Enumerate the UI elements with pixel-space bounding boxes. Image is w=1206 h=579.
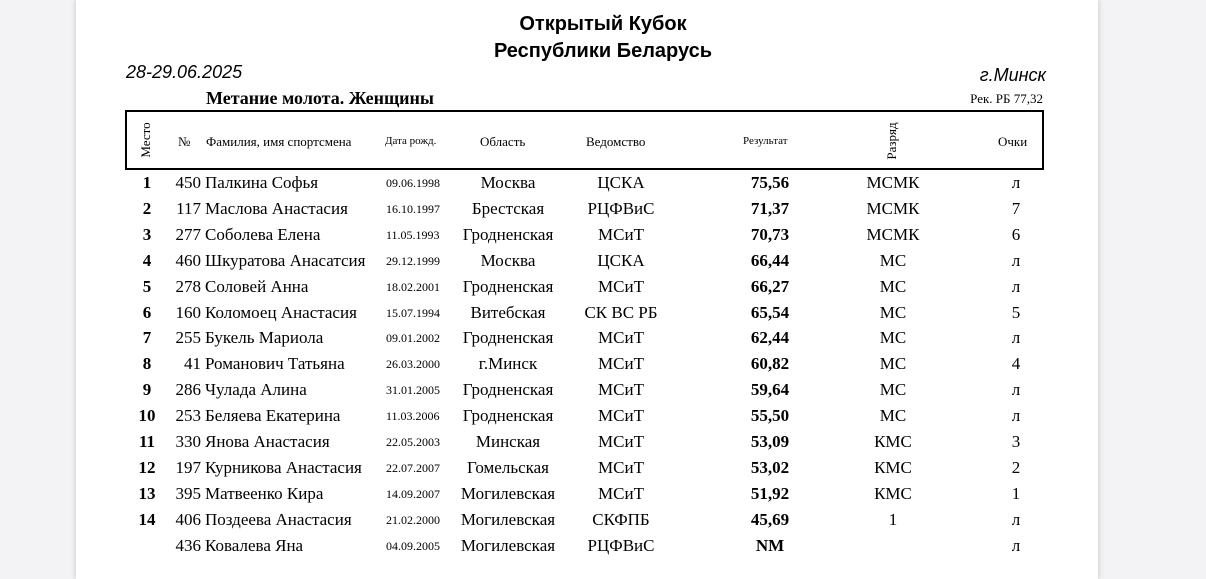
cell-result: 66,44 <box>750 251 790 270</box>
cell-dept: МСиТ <box>598 225 644 244</box>
title-line-1: Открытый Кубок <box>519 13 687 35</box>
cell-rank: МС <box>879 277 907 296</box>
cell-region: Гомельская <box>467 458 549 477</box>
col-header-dob: Дата рожд. <box>385 135 437 147</box>
cell-num: 395 <box>175 484 201 503</box>
cell-dob: 26.03.2000 <box>386 357 440 371</box>
col-header-result: Результат <box>743 135 788 147</box>
cell-num: 160 <box>175 303 201 322</box>
cell-place: 8 <box>142 354 152 373</box>
cell-result: NM <box>755 536 785 555</box>
cell-points: 1 <box>1011 484 1021 503</box>
col-header-place: Место <box>138 122 153 158</box>
cell-region: Витебская <box>470 303 546 322</box>
cell-num: 255 <box>175 328 201 347</box>
cell-points: 5 <box>1011 303 1021 322</box>
cell-dept: МСиТ <box>598 432 644 451</box>
cell-name: Беляева Екатерина <box>205 406 341 425</box>
cell-result: 59,64 <box>750 380 790 399</box>
cell-num: 450 <box>175 173 201 192</box>
cell-dept: РЦФВиС <box>587 536 655 555</box>
cell-region: Могилевская <box>460 510 556 529</box>
cell-num: 286 <box>175 380 201 399</box>
cell-num: 41 <box>184 354 201 373</box>
cell-result: 51,92 <box>750 484 790 503</box>
cell-num: 277 <box>175 225 201 244</box>
cell-name: Янова Анастасия <box>205 432 330 451</box>
cell-dept: МСиТ <box>598 380 644 399</box>
cell-result: 60,82 <box>750 354 790 373</box>
col-header-rank: Разряд <box>884 122 899 160</box>
cell-place: 9 <box>142 380 152 399</box>
cell-place: 13 <box>138 484 156 503</box>
cell-num: 197 <box>175 458 201 477</box>
cell-rank: МС <box>879 406 907 425</box>
cell-dob: 22.07.2007 <box>386 461 440 475</box>
cell-rank: КМС <box>874 484 912 503</box>
col-header-number: № <box>178 134 191 149</box>
cell-region: Гродненская <box>462 277 554 296</box>
cell-dob: 15.07.1994 <box>386 306 440 320</box>
cell-result: 55,50 <box>750 406 790 425</box>
cell-dept: МСиТ <box>598 458 644 477</box>
competition-date: 28-29.06.2025 <box>126 62 243 82</box>
cell-region: Могилевская <box>460 484 556 503</box>
cell-rank: МС <box>879 303 907 322</box>
cell-points: л <box>1011 406 1021 425</box>
cell-name: Романович Татьяна <box>205 354 345 373</box>
cell-dob: 09.01.2002 <box>386 331 440 345</box>
cell-place: 12 <box>138 458 156 477</box>
cell-region: г.Минск <box>478 354 538 373</box>
cell-dob: 09.06.1998 <box>386 176 440 190</box>
cell-name: Ковалева Яна <box>205 536 304 555</box>
col-header-region: Область <box>480 134 526 149</box>
cell-dept: МСиТ <box>598 354 644 373</box>
cell-name: Палкина Софья <box>205 173 319 192</box>
cell-rank: 1 <box>888 510 898 529</box>
cell-dob: 04.09.2005 <box>386 539 440 553</box>
cell-points: 6 <box>1011 225 1021 244</box>
cell-name: Соловей Анна <box>205 277 309 296</box>
cell-dob: 11.03.2006 <box>386 409 440 423</box>
cell-place: 7 <box>142 328 152 347</box>
cell-result: 70,73 <box>750 225 790 244</box>
cell-place: 5 <box>142 277 152 296</box>
cell-num: 278 <box>175 277 201 296</box>
cell-rank: МСМК <box>866 199 920 218</box>
cell-dob: 31.01.2005 <box>386 383 440 397</box>
cell-dept: РЦФВиС <box>587 199 655 218</box>
cell-dept: ЦСКА <box>597 251 645 270</box>
cell-dob: 11.05.1993 <box>386 228 440 242</box>
cell-place: 6 <box>142 303 152 322</box>
cell-result: 75,56 <box>750 173 790 192</box>
cell-dept: МСиТ <box>598 328 644 347</box>
cell-num: 253 <box>175 406 201 425</box>
event-title: Метание молота. Женщины <box>206 88 434 108</box>
cell-rank: КМС <box>874 432 912 451</box>
cell-name: Букель Мариола <box>205 328 324 347</box>
cell-dob: 16.10.1997 <box>386 202 440 216</box>
cell-name: Шкуратова Анасатсия <box>205 251 366 270</box>
cell-dob: 14.09.2007 <box>386 487 440 501</box>
cell-points: л <box>1011 536 1021 555</box>
cell-result: 62,44 <box>750 328 790 347</box>
cell-dob: 21.02.2000 <box>386 513 440 527</box>
cell-dept: МСиТ <box>598 406 644 425</box>
cell-points: л <box>1011 328 1021 347</box>
title-line-2: Республики Беларусь <box>493 40 713 62</box>
cell-name: Курникова Анастасия <box>205 458 362 477</box>
cell-name: Коломоец Анастасия <box>205 303 357 322</box>
cell-points: л <box>1011 510 1021 529</box>
cell-dept: МСиТ <box>598 277 644 296</box>
cell-points: л <box>1011 380 1021 399</box>
cell-points: 7 <box>1011 199 1021 218</box>
cell-num: 436 <box>175 536 201 555</box>
cell-rank: МСМК <box>866 225 920 244</box>
cell-name: Чулада Алина <box>205 380 307 399</box>
cell-region: Минская <box>475 432 541 451</box>
cell-name: Маслова Анастасия <box>205 199 348 218</box>
cell-place: 3 <box>142 225 152 244</box>
cell-place: 14 <box>138 510 156 529</box>
cell-region: Брестская <box>471 199 545 218</box>
cell-region: Гродненская <box>462 328 554 347</box>
national-record: Рек. РБ 77,32 <box>970 91 1043 106</box>
cell-dept: МСиТ <box>598 484 644 503</box>
cell-num: 460 <box>175 251 201 270</box>
cell-name: Матвеенко Кира <box>205 484 324 503</box>
cell-region: Москва <box>480 173 536 192</box>
cell-place: 4 <box>142 251 152 270</box>
cell-points: л <box>1011 277 1021 296</box>
cell-region: Москва <box>480 251 536 270</box>
cell-result: 53,02 <box>750 458 790 477</box>
cell-place: 2 <box>142 199 152 218</box>
cell-place: 11 <box>138 432 156 451</box>
cell-points: 3 <box>1011 432 1021 451</box>
cell-dept: СКФПБ <box>592 510 650 529</box>
cell-rank: МС <box>879 251 907 270</box>
cell-region: Могилевская <box>460 536 556 555</box>
cell-dob: 22.05.2003 <box>386 435 440 449</box>
cell-rank: КМС <box>874 458 912 477</box>
cell-place: 1 <box>142 173 152 192</box>
cell-rank: МС <box>879 328 907 347</box>
cell-num: 406 <box>175 510 201 529</box>
cell-result: 71,37 <box>750 199 790 218</box>
cell-place: 10 <box>138 406 156 425</box>
cell-points: л <box>1011 173 1021 192</box>
cell-name: Соболева Елена <box>205 225 321 244</box>
cell-result: 65,54 <box>750 303 790 322</box>
cell-dob: 29.12.1999 <box>386 254 440 268</box>
cell-result: 53,09 <box>750 432 790 451</box>
cell-num: 330 <box>175 432 201 451</box>
cell-dept: СК ВС РБ <box>584 303 658 322</box>
cell-rank: МС <box>879 380 907 399</box>
cell-rank: МС <box>879 354 907 373</box>
cell-num: 117 <box>176 199 201 218</box>
cell-dob: 18.02.2001 <box>386 280 440 294</box>
col-header-points: Очки <box>998 134 1028 149</box>
cell-dept: ЦСКА <box>597 173 645 192</box>
cell-name: Поздеева Анастасия <box>205 510 352 529</box>
cell-region: Гродненская <box>462 406 554 425</box>
cell-result: 66,27 <box>750 277 790 296</box>
cell-points: 2 <box>1011 458 1021 477</box>
cell-region: Гродненская <box>462 225 554 244</box>
col-header-name: Фамилия, имя спортсмена <box>206 134 352 149</box>
cell-result: 45,69 <box>750 510 790 529</box>
cell-rank: МСМК <box>866 173 920 192</box>
cell-points: 4 <box>1011 354 1021 373</box>
col-header-department: Ведомство <box>586 134 646 149</box>
cell-points: л <box>1011 251 1021 270</box>
competition-city: г.Минск <box>979 65 1046 85</box>
cell-region: Гродненская <box>462 380 554 399</box>
